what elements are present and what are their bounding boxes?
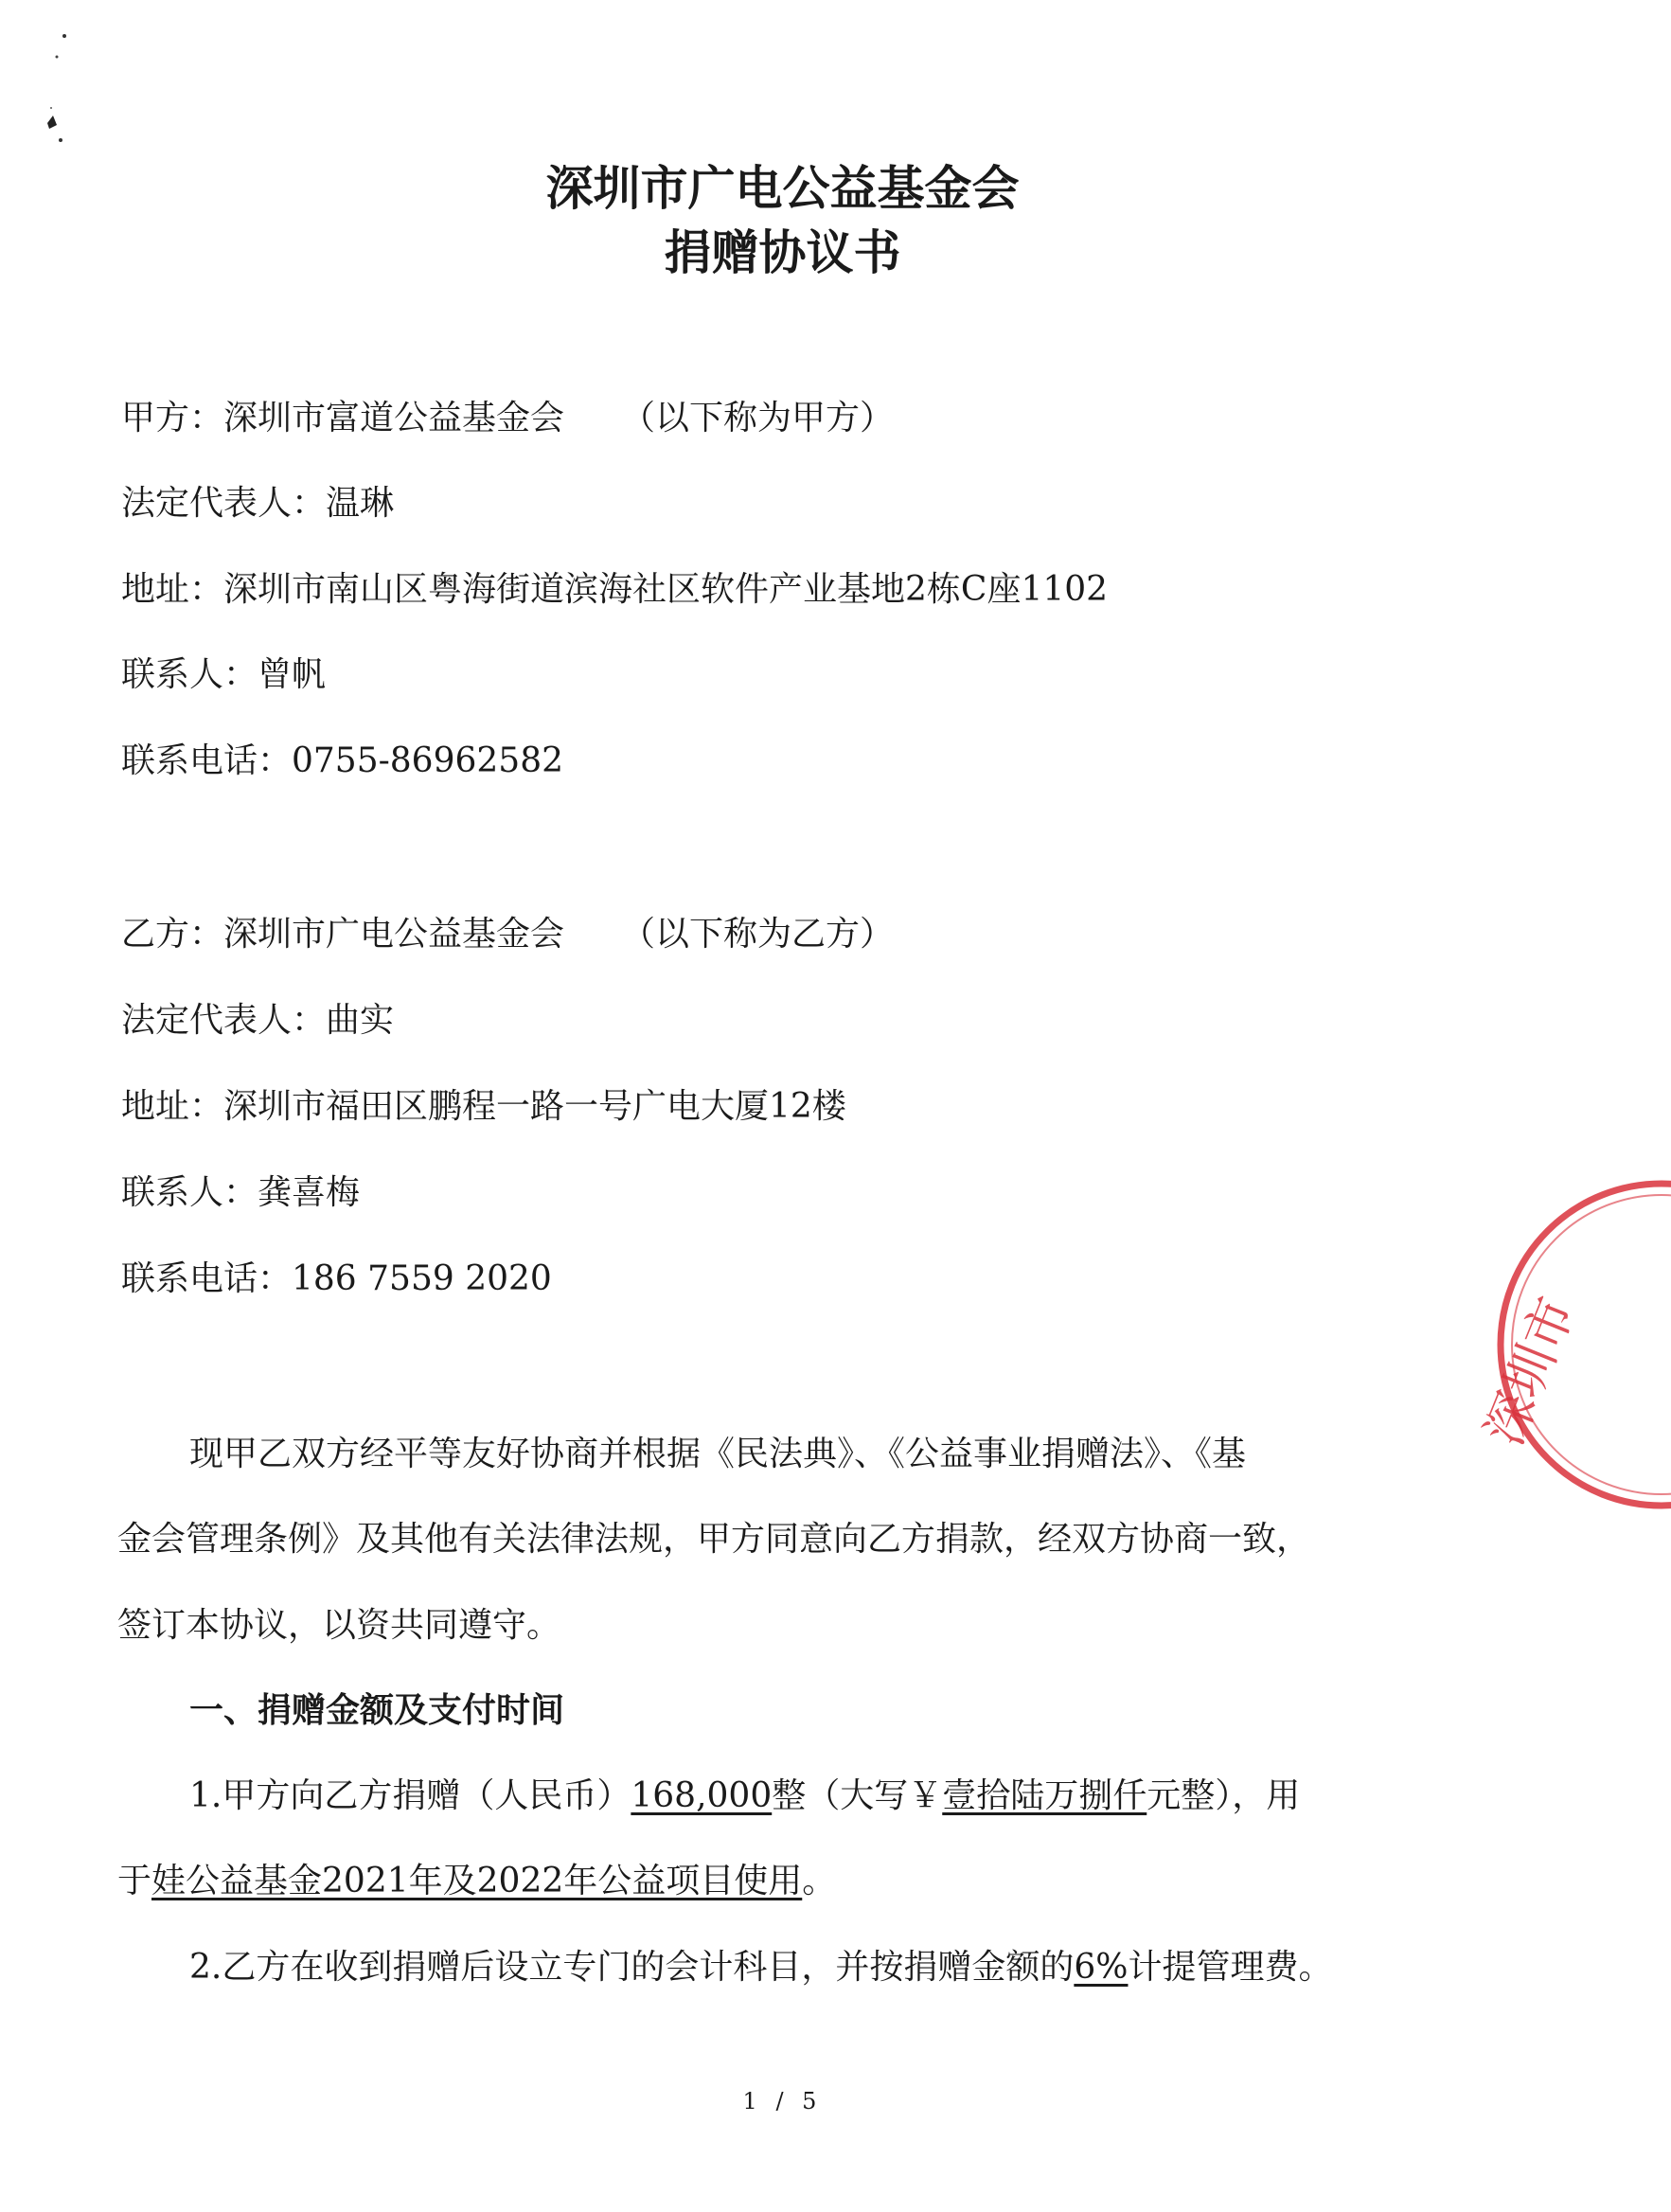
party-a-address: 地址：深圳市南山区粤海街道滨海社区软件产业基地2栋C座1102 [121,570,1109,609]
seal-text: 深圳市 [1473,1289,1587,1454]
clause-2 [189,1945,1477,1990]
party-a-phone: 联系电话：0755-86962582 [121,741,564,780]
clause-1-line2-prefix: 于 [117,1862,152,1900]
party-a-name: 甲方：深圳市富道公益基金会 [121,399,565,437]
section-1-heading: 一、捐赠金额及支付时间 [189,1690,565,1730]
preamble-line-3: 签订本协议，以资共同遵守。 [117,1606,561,1645]
party-b-name-note: （以下称为乙方） [621,915,895,954]
clause-1-mid2: 元整），用 [1147,1776,1301,1815]
party-a-legal-rep: 法定代表人：温琳 [121,484,395,523]
preamble-line-1: 现甲乙双方经平等友好协商并根据《民法典》、《公益事业捐赠法》、《基 [189,1435,1247,1473]
red-seal [1473,1160,1671,1539]
clause-1-line-1 [189,1774,1477,1819]
clause-1-line2-suffix: 。 [802,1862,837,1900]
document-subtitle: 捐赠协议书 [664,224,901,280]
party-b-legal-rep: 法定代表人：曲实 [121,1001,395,1040]
clause-2-suffix: 计提管理费。 [1128,1948,1333,1987]
clause-1-prefix: 1.甲方向乙方捐赠（人民币） [189,1776,631,1815]
clause-2-rate: 6% [1074,1948,1129,1987]
scan-specks [38,28,76,161]
party-b-name: 乙方：深圳市广电公益基金会 [121,915,565,954]
party-a-name-line [121,396,894,441]
clause-1-amount-words: 壹拾陆万捌仟 [942,1776,1147,1815]
preamble-line-2: 金会管理条例》及其他有关法律法规，甲方同意向乙方捐款，经双方协商一致， [117,1520,1311,1559]
clause-1-purpose: 娃公益基金2021年及2022年公益项目使用 [151,1862,803,1900]
clause-1-amount: 168,000 [631,1776,773,1815]
page-number: 1 / 5 [742,2088,823,2114]
document-title: 深圳市广电公益基金会 [545,160,1020,216]
clause-1-mid1: 整（大写￥ [772,1776,943,1815]
clause-1-line-2 [117,1859,1405,1904]
party-a-contact: 联系人：曾帆 [121,655,327,694]
clause-2-prefix: 2.乙方在收到捐赠后设立专门的会计科目，并按捐赠金额的 [189,1948,1075,1987]
party-b-name-line [121,912,894,957]
party-b-contact: 联系人：龚喜梅 [121,1173,361,1212]
party-b-address: 地址：深圳市福田区鹏程一路一号广电大厦12楼 [121,1087,846,1126]
party-b-phone: 联系电话：186 7559 2020 [121,1259,552,1298]
party-a-name-note: （以下称为甲方） [621,399,895,437]
